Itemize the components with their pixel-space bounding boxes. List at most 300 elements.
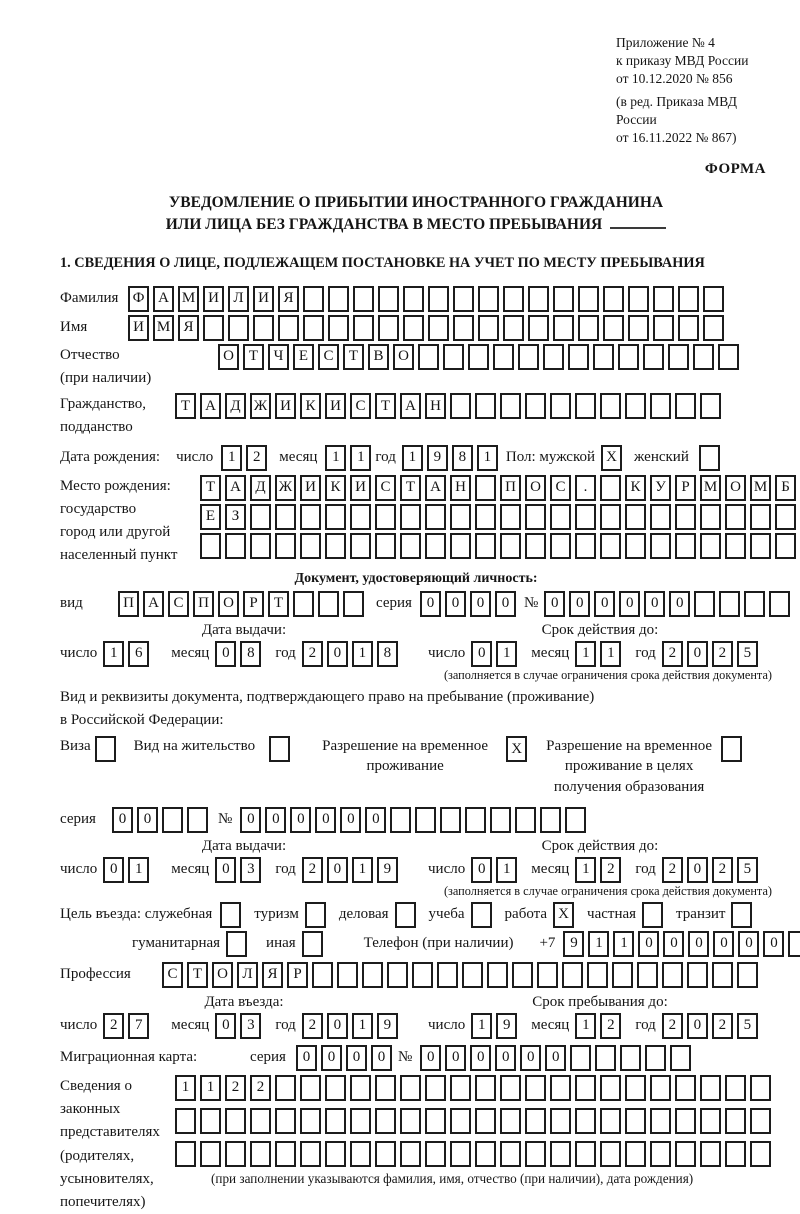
char-box[interactable]: Т bbox=[343, 344, 364, 370]
char-box[interactable]: Р bbox=[287, 962, 308, 988]
char-box[interactable] bbox=[428, 315, 449, 341]
char-box[interactable] bbox=[400, 1075, 421, 1101]
char-box[interactable]: 6 bbox=[128, 641, 149, 667]
purpose-commercial-checkbox[interactable] bbox=[395, 902, 416, 928]
char-box[interactable]: К bbox=[325, 475, 346, 501]
char-box[interactable] bbox=[350, 1075, 371, 1101]
purpose-work-checkbox[interactable]: X bbox=[553, 902, 574, 928]
char-box[interactable] bbox=[687, 962, 708, 988]
char-box[interactable] bbox=[775, 504, 796, 530]
char-box[interactable] bbox=[650, 533, 671, 559]
char-box[interactable] bbox=[400, 504, 421, 530]
char-box[interactable]: 0 bbox=[315, 807, 336, 833]
char-box[interactable] bbox=[600, 475, 621, 501]
char-box[interactable]: 0 bbox=[738, 931, 759, 957]
char-box[interactable]: 0 bbox=[365, 807, 386, 833]
char-box[interactable]: 0 bbox=[445, 1045, 466, 1071]
char-box[interactable]: 0 bbox=[290, 807, 311, 833]
char-box[interactable] bbox=[678, 315, 699, 341]
char-box[interactable] bbox=[694, 591, 715, 617]
char-box[interactable] bbox=[500, 1108, 521, 1134]
char-box[interactable] bbox=[500, 533, 521, 559]
char-box[interactable]: 0 bbox=[471, 641, 492, 667]
char-box[interactable] bbox=[718, 344, 739, 370]
char-box[interactable] bbox=[650, 1075, 671, 1101]
purpose-business-checkbox[interactable] bbox=[220, 902, 241, 928]
temp-residence-checkbox[interactable]: X bbox=[506, 736, 527, 762]
char-box[interactable] bbox=[693, 344, 714, 370]
char-box[interactable] bbox=[475, 533, 496, 559]
char-box[interactable]: 1 bbox=[325, 445, 346, 471]
char-box[interactable]: 0 bbox=[569, 591, 590, 617]
char-box[interactable]: 1 bbox=[352, 641, 373, 667]
char-box[interactable]: 0 bbox=[296, 1045, 317, 1071]
char-box[interactable] bbox=[570, 1045, 591, 1071]
char-box[interactable]: В bbox=[368, 344, 389, 370]
char-box[interactable] bbox=[453, 286, 474, 312]
char-box[interactable] bbox=[450, 504, 471, 530]
char-box[interactable] bbox=[500, 1075, 521, 1101]
char-box[interactable]: Т bbox=[187, 962, 208, 988]
char-box[interactable]: 0 bbox=[619, 591, 640, 617]
char-box[interactable]: М bbox=[750, 475, 771, 501]
char-box[interactable] bbox=[593, 344, 614, 370]
char-box[interactable] bbox=[550, 393, 571, 419]
char-box[interactable]: 1 bbox=[221, 445, 242, 471]
char-box[interactable] bbox=[325, 504, 346, 530]
char-box[interactable]: 0 bbox=[346, 1045, 367, 1071]
char-box[interactable]: Р bbox=[675, 475, 696, 501]
char-box[interactable]: 0 bbox=[420, 591, 441, 617]
char-box[interactable]: М bbox=[153, 315, 174, 341]
char-box[interactable] bbox=[453, 315, 474, 341]
char-box[interactable] bbox=[675, 393, 696, 419]
char-box[interactable]: 0 bbox=[327, 857, 348, 883]
char-box[interactable] bbox=[300, 533, 321, 559]
char-box[interactable]: С bbox=[350, 393, 371, 419]
char-box[interactable]: 0 bbox=[688, 931, 709, 957]
char-box[interactable] bbox=[200, 1108, 221, 1134]
char-box[interactable] bbox=[650, 1141, 671, 1167]
char-box[interactable]: И bbox=[128, 315, 149, 341]
char-box[interactable]: А bbox=[225, 475, 246, 501]
char-box[interactable] bbox=[553, 315, 574, 341]
char-box[interactable]: 0 bbox=[103, 857, 124, 883]
char-box[interactable] bbox=[565, 807, 586, 833]
char-box[interactable]: 1 bbox=[588, 931, 609, 957]
char-box[interactable] bbox=[703, 286, 724, 312]
char-box[interactable] bbox=[403, 315, 424, 341]
char-box[interactable] bbox=[653, 286, 674, 312]
char-box[interactable] bbox=[668, 344, 689, 370]
char-box[interactable] bbox=[450, 393, 471, 419]
char-box[interactable] bbox=[493, 344, 514, 370]
char-box[interactable]: 1 bbox=[496, 857, 517, 883]
char-box[interactable] bbox=[525, 504, 546, 530]
char-box[interactable] bbox=[437, 962, 458, 988]
char-box[interactable] bbox=[387, 962, 408, 988]
char-box[interactable] bbox=[737, 962, 758, 988]
char-box[interactable]: У bbox=[650, 475, 671, 501]
char-box[interactable] bbox=[550, 1075, 571, 1101]
char-box[interactable]: 8 bbox=[377, 641, 398, 667]
char-box[interactable] bbox=[628, 286, 649, 312]
char-box[interactable]: 0 bbox=[638, 931, 659, 957]
purpose-other-checkbox[interactable] bbox=[302, 931, 323, 957]
char-box[interactable] bbox=[525, 393, 546, 419]
char-box[interactable] bbox=[750, 504, 771, 530]
char-box[interactable] bbox=[200, 1141, 221, 1167]
char-box[interactable]: 0 bbox=[340, 807, 361, 833]
char-box[interactable] bbox=[375, 1075, 396, 1101]
char-box[interactable]: О bbox=[218, 344, 239, 370]
purpose-humanitarian-checkbox[interactable] bbox=[226, 931, 247, 957]
char-box[interactable] bbox=[425, 533, 446, 559]
char-box[interactable] bbox=[450, 1141, 471, 1167]
char-box[interactable] bbox=[350, 533, 371, 559]
char-box[interactable] bbox=[343, 591, 364, 617]
char-box[interactable] bbox=[788, 931, 800, 957]
char-box[interactable]: 1 bbox=[575, 1013, 596, 1039]
char-box[interactable] bbox=[465, 807, 486, 833]
visa-checkbox[interactable] bbox=[95, 736, 116, 762]
char-box[interactable]: 9 bbox=[563, 931, 584, 957]
char-box[interactable]: 7 bbox=[128, 1013, 149, 1039]
char-box[interactable]: 0 bbox=[240, 807, 261, 833]
char-box[interactable] bbox=[475, 1075, 496, 1101]
char-box[interactable]: Я bbox=[262, 962, 283, 988]
char-box[interactable]: П bbox=[193, 591, 214, 617]
char-box[interactable] bbox=[425, 1108, 446, 1134]
char-box[interactable] bbox=[625, 393, 646, 419]
char-box[interactable]: Б bbox=[775, 475, 796, 501]
char-box[interactable]: Ч bbox=[268, 344, 289, 370]
char-box[interactable] bbox=[568, 344, 589, 370]
char-box[interactable] bbox=[318, 591, 339, 617]
char-box[interactable] bbox=[328, 315, 349, 341]
char-box[interactable] bbox=[225, 1141, 246, 1167]
char-box[interactable]: Е bbox=[293, 344, 314, 370]
char-box[interactable] bbox=[200, 533, 221, 559]
char-box[interactable]: 0 bbox=[594, 591, 615, 617]
char-box[interactable]: 0 bbox=[470, 1045, 491, 1071]
char-box[interactable]: 9 bbox=[377, 1013, 398, 1039]
char-box[interactable] bbox=[325, 533, 346, 559]
char-box[interactable] bbox=[675, 504, 696, 530]
char-box[interactable]: 0 bbox=[495, 591, 516, 617]
char-box[interactable] bbox=[675, 1075, 696, 1101]
char-box[interactable] bbox=[425, 1141, 446, 1167]
char-box[interactable]: 0 bbox=[545, 1045, 566, 1071]
char-box[interactable]: О bbox=[393, 344, 414, 370]
char-box[interactable] bbox=[250, 1141, 271, 1167]
char-box[interactable]: Е bbox=[200, 504, 221, 530]
char-box[interactable]: 2 bbox=[712, 641, 733, 667]
char-box[interactable] bbox=[628, 315, 649, 341]
char-box[interactable] bbox=[350, 1108, 371, 1134]
char-box[interactable] bbox=[675, 1108, 696, 1134]
char-box[interactable] bbox=[528, 286, 549, 312]
char-box[interactable]: С bbox=[168, 591, 189, 617]
char-box[interactable] bbox=[525, 1108, 546, 1134]
char-box[interactable]: 5 bbox=[737, 857, 758, 883]
char-box[interactable]: Я bbox=[178, 315, 199, 341]
char-box[interactable] bbox=[175, 1141, 196, 1167]
residence-permit-checkbox[interactable] bbox=[269, 736, 290, 762]
char-box[interactable] bbox=[375, 504, 396, 530]
char-box[interactable] bbox=[744, 591, 765, 617]
char-box[interactable] bbox=[375, 533, 396, 559]
char-box[interactable] bbox=[700, 504, 721, 530]
char-box[interactable]: 0 bbox=[112, 807, 133, 833]
char-box[interactable]: 1 bbox=[575, 641, 596, 667]
char-box[interactable] bbox=[312, 962, 333, 988]
char-box[interactable] bbox=[643, 344, 664, 370]
char-box[interactable]: 2 bbox=[302, 641, 323, 667]
char-box[interactable] bbox=[700, 1141, 721, 1167]
char-box[interactable] bbox=[175, 1108, 196, 1134]
char-box[interactable]: 1 bbox=[477, 445, 498, 471]
char-box[interactable]: М bbox=[700, 475, 721, 501]
char-box[interactable]: А bbox=[153, 286, 174, 312]
char-box[interactable] bbox=[662, 962, 683, 988]
char-box[interactable] bbox=[750, 1075, 771, 1101]
char-box[interactable] bbox=[700, 1108, 721, 1134]
char-box[interactable]: Т bbox=[375, 393, 396, 419]
purpose-tourism-checkbox[interactable] bbox=[305, 902, 326, 928]
char-box[interactable] bbox=[575, 1075, 596, 1101]
char-box[interactable]: 2 bbox=[662, 857, 683, 883]
char-box[interactable]: Р bbox=[243, 591, 264, 617]
char-box[interactable] bbox=[528, 315, 549, 341]
char-box[interactable] bbox=[450, 1108, 471, 1134]
char-box[interactable] bbox=[403, 286, 424, 312]
char-box[interactable] bbox=[650, 1108, 671, 1134]
char-box[interactable]: И bbox=[275, 393, 296, 419]
char-box[interactable] bbox=[675, 1141, 696, 1167]
char-box[interactable] bbox=[250, 504, 271, 530]
char-box[interactable]: 5 bbox=[737, 641, 758, 667]
char-box[interactable] bbox=[275, 1108, 296, 1134]
char-box[interactable]: 1 bbox=[352, 857, 373, 883]
char-box[interactable] bbox=[670, 1045, 691, 1071]
char-box[interactable]: 0 bbox=[215, 1013, 236, 1039]
char-box[interactable] bbox=[625, 1141, 646, 1167]
char-box[interactable] bbox=[400, 533, 421, 559]
char-box[interactable]: А bbox=[425, 475, 446, 501]
char-box[interactable] bbox=[303, 315, 324, 341]
char-box[interactable]: 0 bbox=[544, 591, 565, 617]
char-box[interactable] bbox=[543, 344, 564, 370]
char-box[interactable] bbox=[575, 504, 596, 530]
char-box[interactable] bbox=[620, 1045, 641, 1071]
char-box[interactable] bbox=[475, 1141, 496, 1167]
char-box[interactable]: Ж bbox=[250, 393, 271, 419]
char-box[interactable]: 0 bbox=[321, 1045, 342, 1071]
char-box[interactable] bbox=[428, 286, 449, 312]
char-box[interactable]: 0 bbox=[137, 807, 158, 833]
char-box[interactable] bbox=[678, 286, 699, 312]
char-box[interactable] bbox=[540, 807, 561, 833]
char-box[interactable] bbox=[637, 962, 658, 988]
char-box[interactable] bbox=[578, 286, 599, 312]
char-box[interactable] bbox=[600, 393, 621, 419]
char-box[interactable]: 0 bbox=[669, 591, 690, 617]
char-box[interactable] bbox=[500, 1141, 521, 1167]
char-box[interactable]: 0 bbox=[470, 591, 491, 617]
char-box[interactable] bbox=[550, 1108, 571, 1134]
char-box[interactable] bbox=[675, 533, 696, 559]
char-box[interactable]: 2 bbox=[250, 1075, 271, 1101]
char-box[interactable]: 3 bbox=[240, 1013, 261, 1039]
char-box[interactable]: С bbox=[162, 962, 183, 988]
char-box[interactable] bbox=[478, 286, 499, 312]
char-box[interactable]: С bbox=[550, 475, 571, 501]
char-box[interactable] bbox=[450, 533, 471, 559]
char-box[interactable]: 9 bbox=[427, 445, 448, 471]
char-box[interactable] bbox=[725, 533, 746, 559]
char-box[interactable] bbox=[418, 344, 439, 370]
char-box[interactable] bbox=[650, 393, 671, 419]
char-box[interactable] bbox=[275, 533, 296, 559]
char-box[interactable]: Д bbox=[225, 393, 246, 419]
char-box[interactable]: Т bbox=[243, 344, 264, 370]
char-box[interactable]: 9 bbox=[377, 857, 398, 883]
char-box[interactable]: З bbox=[225, 504, 246, 530]
char-box[interactable] bbox=[325, 1075, 346, 1101]
char-box[interactable] bbox=[478, 315, 499, 341]
char-box[interactable] bbox=[712, 962, 733, 988]
char-box[interactable]: Ф bbox=[128, 286, 149, 312]
char-box[interactable] bbox=[550, 504, 571, 530]
sex-female-checkbox[interactable] bbox=[699, 445, 720, 471]
char-box[interactable] bbox=[525, 533, 546, 559]
char-box[interactable] bbox=[775, 533, 796, 559]
char-box[interactable] bbox=[475, 475, 496, 501]
char-box[interactable] bbox=[303, 286, 324, 312]
char-box[interactable]: 2 bbox=[600, 857, 621, 883]
char-box[interactable]: Н bbox=[450, 475, 471, 501]
char-box[interactable]: Д bbox=[250, 475, 271, 501]
temp-residence-education-checkbox[interactable] bbox=[721, 736, 742, 762]
char-box[interactable]: 2 bbox=[662, 1013, 683, 1039]
char-box[interactable]: И bbox=[350, 475, 371, 501]
char-box[interactable]: О bbox=[218, 591, 239, 617]
char-box[interactable] bbox=[250, 1108, 271, 1134]
char-box[interactable] bbox=[600, 1075, 621, 1101]
char-box[interactable] bbox=[293, 591, 314, 617]
char-box[interactable] bbox=[325, 1108, 346, 1134]
char-box[interactable] bbox=[603, 286, 624, 312]
char-box[interactable] bbox=[278, 315, 299, 341]
char-box[interactable]: 1 bbox=[471, 1013, 492, 1039]
char-box[interactable] bbox=[575, 1141, 596, 1167]
char-box[interactable]: 2 bbox=[712, 1013, 733, 1039]
char-box[interactable] bbox=[350, 504, 371, 530]
char-box[interactable] bbox=[725, 1108, 746, 1134]
char-box[interactable]: 1 bbox=[600, 641, 621, 667]
char-box[interactable]: 2 bbox=[302, 857, 323, 883]
char-box[interactable] bbox=[700, 533, 721, 559]
char-box[interactable] bbox=[353, 286, 374, 312]
char-box[interactable] bbox=[253, 315, 274, 341]
char-box[interactable]: И bbox=[300, 475, 321, 501]
char-box[interactable] bbox=[719, 591, 740, 617]
char-box[interactable] bbox=[645, 1045, 666, 1071]
char-box[interactable] bbox=[503, 286, 524, 312]
char-box[interactable] bbox=[575, 533, 596, 559]
char-box[interactable] bbox=[525, 1141, 546, 1167]
char-box[interactable] bbox=[575, 1108, 596, 1134]
char-box[interactable]: О bbox=[725, 475, 746, 501]
char-box[interactable]: 9 bbox=[496, 1013, 517, 1039]
char-box[interactable] bbox=[462, 962, 483, 988]
char-box[interactable]: 0 bbox=[265, 807, 286, 833]
char-box[interactable] bbox=[300, 1075, 321, 1101]
char-box[interactable]: Л bbox=[237, 962, 258, 988]
char-box[interactable] bbox=[725, 1141, 746, 1167]
char-box[interactable]: 1 bbox=[128, 857, 149, 883]
char-box[interactable] bbox=[300, 504, 321, 530]
char-box[interactable] bbox=[625, 504, 646, 530]
char-box[interactable]: А bbox=[143, 591, 164, 617]
char-box[interactable]: 0 bbox=[471, 857, 492, 883]
char-box[interactable]: С bbox=[375, 475, 396, 501]
char-box[interactable] bbox=[769, 591, 790, 617]
char-box[interactable] bbox=[578, 315, 599, 341]
char-box[interactable] bbox=[503, 315, 524, 341]
char-box[interactable] bbox=[228, 315, 249, 341]
char-box[interactable]: Л bbox=[228, 286, 249, 312]
char-box[interactable] bbox=[625, 1108, 646, 1134]
char-box[interactable]: 0 bbox=[445, 591, 466, 617]
char-box[interactable] bbox=[415, 807, 436, 833]
char-box[interactable] bbox=[450, 1075, 471, 1101]
char-box[interactable] bbox=[725, 504, 746, 530]
char-box[interactable] bbox=[443, 344, 464, 370]
char-box[interactable]: Ж bbox=[275, 475, 296, 501]
char-box[interactable]: 0 bbox=[687, 641, 708, 667]
char-box[interactable] bbox=[328, 286, 349, 312]
char-box[interactable]: О bbox=[212, 962, 233, 988]
char-box[interactable] bbox=[378, 286, 399, 312]
char-box[interactable] bbox=[490, 807, 511, 833]
char-box[interactable]: 8 bbox=[240, 641, 261, 667]
char-box[interactable]: Т bbox=[200, 475, 221, 501]
char-box[interactable]: А bbox=[400, 393, 421, 419]
char-box[interactable]: М bbox=[178, 286, 199, 312]
char-box[interactable]: И bbox=[253, 286, 274, 312]
char-box[interactable] bbox=[525, 1075, 546, 1101]
char-box[interactable] bbox=[378, 315, 399, 341]
char-box[interactable]: 3 bbox=[240, 857, 261, 883]
char-box[interactable] bbox=[375, 1141, 396, 1167]
char-box[interactable]: 0 bbox=[663, 931, 684, 957]
char-box[interactable] bbox=[300, 1108, 321, 1134]
char-box[interactable]: 2 bbox=[662, 641, 683, 667]
char-box[interactable]: 0 bbox=[713, 931, 734, 957]
char-box[interactable]: 1 bbox=[575, 857, 596, 883]
char-box[interactable] bbox=[475, 504, 496, 530]
char-box[interactable] bbox=[487, 962, 508, 988]
char-box[interactable]: 0 bbox=[371, 1045, 392, 1071]
char-box[interactable] bbox=[515, 807, 536, 833]
sex-male-checkbox[interactable]: X bbox=[601, 445, 622, 471]
char-box[interactable] bbox=[600, 533, 621, 559]
char-box[interactable]: 2 bbox=[712, 857, 733, 883]
char-box[interactable] bbox=[325, 1141, 346, 1167]
purpose-private-checkbox[interactable] bbox=[642, 902, 663, 928]
